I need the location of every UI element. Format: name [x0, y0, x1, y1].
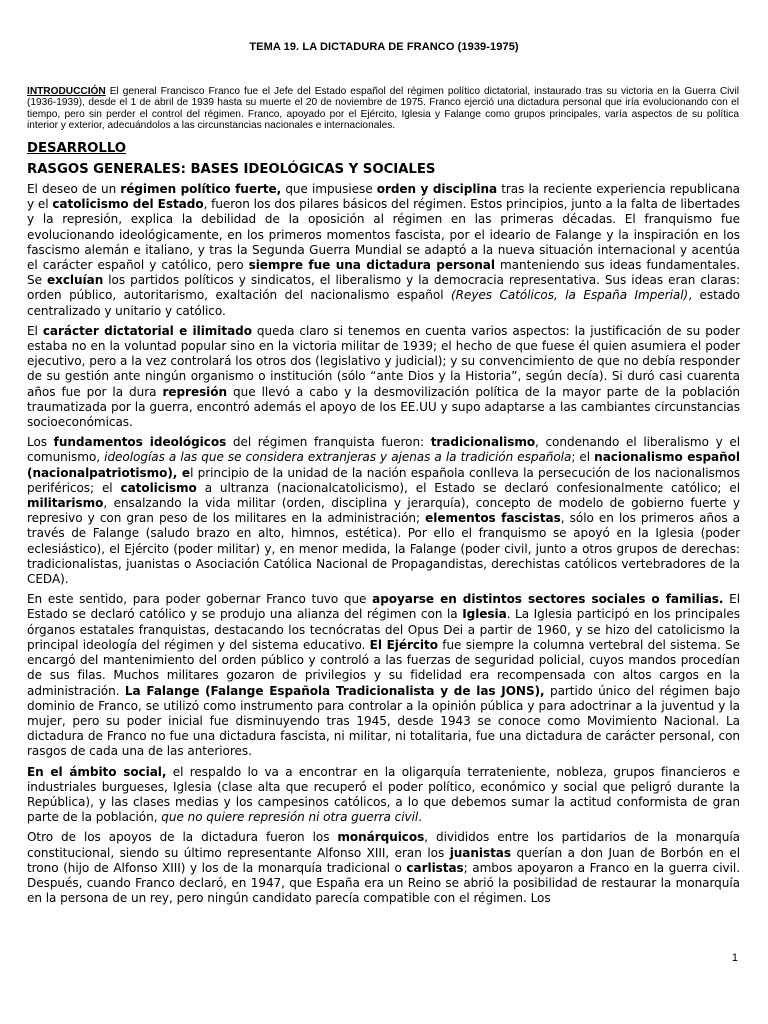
document-body: [27, 141, 740, 911]
text-run: , estado centralizado y unitario y católico.: [27, 288, 740, 318]
bold-run: siempre fue una dictadura personal: [248, 258, 495, 273]
bold-run: elementos fascistas: [425, 511, 561, 526]
text-run: ; el: [571, 450, 595, 465]
bold-run: militarismo: [27, 496, 104, 511]
document-title: TEMA 19. LA DICTADURA DE FRANCO (1939-1975): [249, 41, 519, 53]
text-run: , condenando el liberalismo y el comunismo,: [27, 435, 740, 465]
text-run: el respaldo lo va a encontrar en la oligarquía terrateniente, nobleza, grupos financieros e industriales burgueses, Iglesia (clase alta que recuperó el poder político, económico y social que peligró durante la República), y las clases medias y los campesinos católicos, a lo que debemos sumar la actitud conformista de gran parte de la población,: [27, 764, 740, 825]
italic-run: que no quiere represión ni otra guerra civil: [161, 810, 419, 825]
bold-run: orden y disciplina: [376, 182, 498, 196]
text-run: tras la reciente experiencia republicana y el: [27, 182, 740, 212]
bold-run: carácter dictatorial e ilimitado: [42, 323, 252, 338]
bold-run: excluían: [47, 273, 104, 288]
text-run: que impusiese: [281, 182, 377, 196]
bold-run: catolicismo del Estado: [52, 197, 204, 212]
text-run: que llevó a cabo y la desmovilización política de la mayor parte de la población traumatizada por la guerra, encontró además el apoyo de los EE.UU y supo adaptarse a las cambiantes circunstancias socioeconómicas.: [27, 384, 740, 430]
bold-run: régimen político fuerte,: [120, 182, 282, 196]
bold-run: represión: [162, 384, 228, 399]
paragraph-monarquicos: [27, 830, 740, 906]
paragraph-regimen: [27, 182, 740, 319]
bold-run: carlistas: [406, 860, 464, 875]
text-run: El: [27, 323, 43, 338]
text-run: fue siempre la columna vertebral del sistema. Se encargó del mantenimiento del orden público y controló a las fuerzas de seguridad policial, cuyos mandos procedían de sus filas. Muchos militares gozaron de privilegios y su fidelidad era recompensada con altos cargos en la administración.: [27, 637, 740, 698]
text-run: manteniendo sus ideas fundamentales. Se: [27, 258, 740, 288]
text-run: El deseo de un: [27, 182, 121, 196]
text-run: queda claro si tenemos en cuenta varios aspectos: la justificación de su poder estaba no en la voluntad popular sino en la victoria militar de 1939; el hecho de que fuese él quien asumiera el poder ejecutivo, pero a la vez controlará los otros dos (legislativo y judicial); y su convencimiento de que no debía responder de su gestión ante ningún organismo o institución (sólo “ante Dios y la Historia”, según decía). Si duró casi cuarenta años fue por la dura: [27, 323, 741, 399]
text-run: del régimen franquista fueron:: [226, 435, 431, 450]
bold-run: En el ámbito social,: [27, 764, 167, 779]
text-run: querían a don Juan de Borbón en el trono (hijo de Alfonso XIII) y los de la monarquía tradicional o: [27, 845, 740, 875]
italic-run: ideologías a las que se considera extranjeras y ajenas a la tradición española: [104, 450, 572, 465]
paragraph-ambito-social: [27, 765, 740, 826]
introduction-text: El general Francisco Franco fue el Jefe del Estado español del régimen político dictatorial, instaurado tras su victoria en la Guerra Civil (1936-1939), desde el 1 de abril de 1939 hasta su muerte el 20 de noviembre de 1975. Franco ejerció una dictadura personal que iría evolucionando con el tiempo, pero sin perder el control del régimen. Franco, apoyado por el Ejército, Iglesia y Falange como grupos principales, varía aspectos de su política interior y exterior, adecuándolos a las circunstancias nacionales e internacionales.: [27, 86, 739, 131]
bold-run: juanistas: [449, 845, 512, 860]
paragraph-apoyos: [27, 592, 740, 759]
bold-run: fundamentos ideológicos: [53, 435, 227, 450]
bold-run: catolicismo: [120, 480, 197, 495]
text-run: En este sentido, para poder gobernar Franco tuvo que: [27, 592, 373, 607]
text-run: Los: [27, 435, 54, 450]
text-run: El Estado se declaró católico y se produjo una alianza del régimen con la: [27, 592, 741, 622]
bold-run: La Falange (Falange Española Tradicionalista y de las JONS),: [124, 683, 545, 698]
section-heading: RASGOS GENERALES: BASES IDEOLÓGICAS Y SOCIALES: [27, 162, 436, 177]
text-run: . La Iglesia participó en los principales órganos estatales franquistas, destacando los tecnócratas del Opus Dei a partir de 1960, y se hizo del catolicismo la principal ideología del régimen y del sistema educativo.: [27, 607, 740, 652]
text-run: partido único del régimen bajo dominio de Franco, se utilizó como instrumento para controlar a la opinión pública y para adoctrinar a la juventud y la mujer, pero su poder inicial fue disminuyendo tras 1945, desde 1943 se conoce como Movimiento Nacional. La dictadura de Franco no fue una dictadura fascista, ni militar, ni totalitaria, fue una dictadura de carácter personal, con rasgos de cada una de las anteriores.: [27, 683, 741, 759]
paragraph-caracter-dictatorial: [27, 324, 740, 430]
introduction-paragraph: [27, 86, 739, 131]
bold-run: Iglesia: [462, 607, 507, 622]
italic-run: (Reyes Católicos, la España Imperial): [451, 288, 689, 303]
text-run: los partidos políticos y sindicatos, el liberalismo y la democracia representativa. Sus ideas eran claras: orden público, autoritarismo, exaltación del nacionalismo español: [27, 273, 740, 303]
paragraph-fundamentos: [27, 435, 740, 587]
page-number: 1: [731, 952, 738, 964]
bold-run: nacionalismo español (nacionalpatriotismo), e: [27, 450, 740, 480]
text-run: , ensalzando la vida militar (orden, disciplina y jerarquía), concepto de modelo de gobierno fuerte y represivo y con gran peso de los militares en la administración;: [27, 496, 740, 526]
introduction-label: INTRODUCCIÓN: [27, 86, 106, 97]
desarrollo-heading: DESARROLLO: [27, 141, 127, 156]
text-run: Otro de los apoyos de la dictadura fueron los: [27, 830, 338, 845]
bold-run: El Ejército: [369, 637, 438, 652]
bold-run: monárquicos: [337, 830, 425, 845]
text-run: a ultranza (nacionalcatolicismo), el Estado se declaró confesionalmente católico; el: [196, 480, 740, 495]
text-run: .: [418, 810, 422, 825]
text-run: , sólo en los primeros años a través de Falange (saludo brazo en alto, himnos, estética). Por ello el franquismo se apoyó en la Iglesia (poder eclesiástico), el Ejército (poder militar) y, en menor medida, la Falange (poder civil, junto a otros grupos de derechas: tradicionalistas, juanistas o Asociación Católica Nacional de Propagandistas, derechistas católicos vertebradores de la CEDA).: [27, 511, 740, 587]
text-run: , fueron los dos pilares básicos del régimen. Estos principios, junto a la falta de libertades y la represión, explica la debilidad de la oposición al régimen en las primeras décadas. El franquismo fue evolucionando ideológicamente, en los primeros momentos fascista, por el ideario de Falange y la inspiración en los fascismo alemán e italiano, y tras la Segunda Guerra Mundial se adaptó a la nueva situación internacional y acentúa el carácter español y católico, pero: [27, 197, 741, 273]
text-run: l principio de la unidad de la nación española conlleva la persecución de los nacionalismos periféricos; el: [27, 465, 740, 495]
bold-run: apoyarse en distintos sectores sociales o familias.: [372, 592, 724, 607]
bold-run: tradicionalismo: [430, 435, 536, 450]
text-run: ; ambos apoyaron a Franco en la guerra civil. Después, cuando Franco declaró, en 1947, que España era un Reino se abrió la posibilidad de restaurar la monarquía en la persona de un rey, pero ningún candidato parecía compatible con el régimen. Los: [27, 860, 741, 906]
text-run: , divididos entre los partidarios de la monarquía constitucional, siendo su último representante Alfonso XIII, eran los: [27, 830, 740, 860]
